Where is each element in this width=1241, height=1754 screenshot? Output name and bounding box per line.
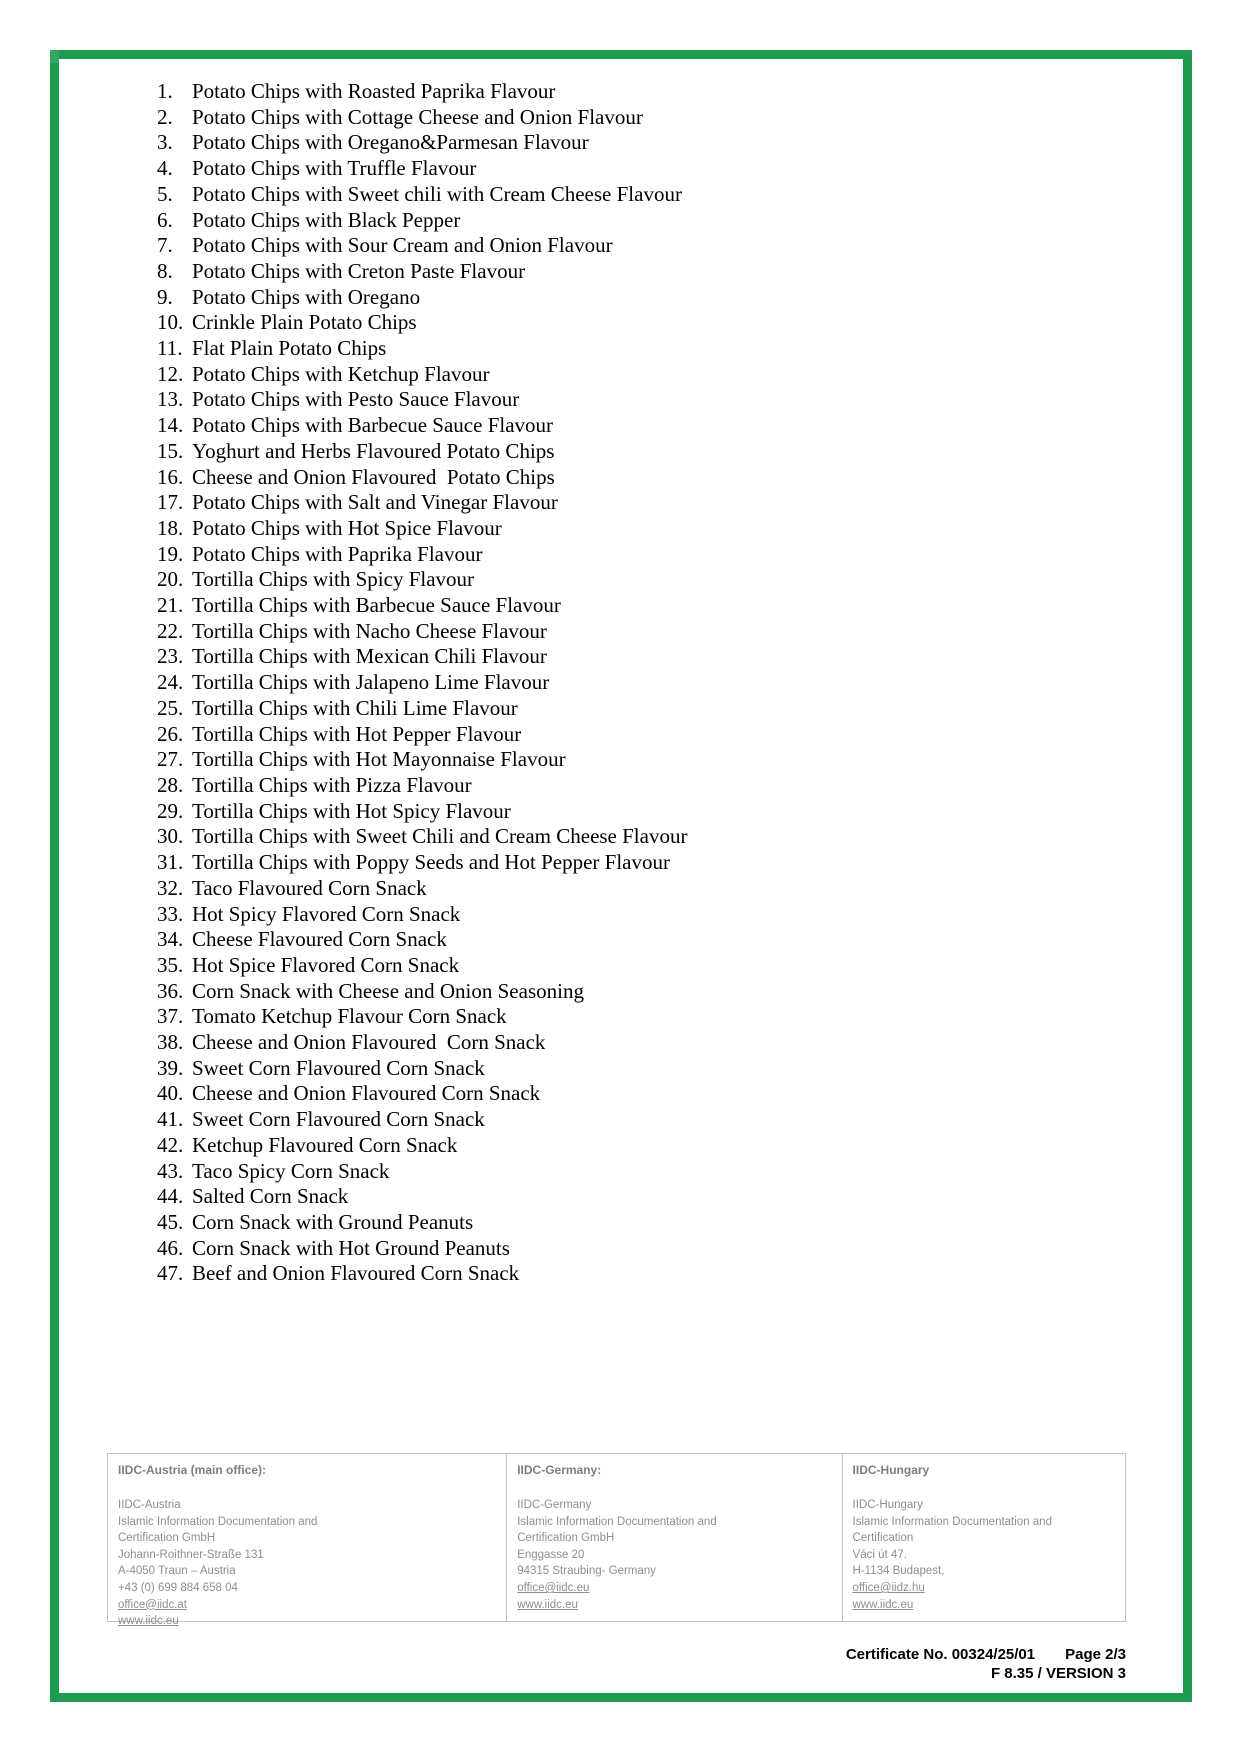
- list-item: [157, 799, 1107, 825]
- list-item: [157, 722, 1107, 748]
- list-item: [157, 1159, 1107, 1185]
- list-item: [157, 336, 1107, 362]
- list-item: [157, 876, 1107, 902]
- item-text: Potato Chips with Sour Cream and Onion Flavour: [192, 233, 613, 258]
- item-number: 17.: [157, 490, 184, 515]
- item-number: 28.: [157, 772, 184, 797]
- list-item: [157, 156, 1107, 182]
- list-item: [157, 259, 1107, 285]
- item-text: Corn Snack with Cheese and Onion Seasoning: [192, 978, 584, 1003]
- office-line: Johann-Roithner-Straße 131: [118, 1548, 264, 1561]
- item-text: Beef and Onion Flavoured Corn Snack: [192, 1261, 520, 1286]
- item-text: Potato Chips with Paprika Flavour: [192, 541, 483, 566]
- office-link[interactable]: office@iidc.at: [118, 1598, 187, 1611]
- item-text: Tortilla Chips with Poppy Seeds and Hot Pepper Flavour: [192, 850, 670, 875]
- list-item: [157, 233, 1107, 259]
- item-number: 21.: [157, 593, 184, 618]
- item-number: 25.: [157, 695, 184, 720]
- item-number: 34.: [157, 927, 184, 952]
- item-text: Salted Corn Snack: [192, 1184, 349, 1209]
- item-number: 19.: [157, 541, 184, 566]
- list-item: [157, 79, 1107, 105]
- item-number: 2.: [157, 104, 173, 129]
- office-line: IIDC-Hungary: [852, 1499, 923, 1511]
- footer-address-table: [107, 1453, 1126, 1628]
- office-line: H-1134 Budapest,: [852, 1565, 945, 1578]
- office-line: Islamic Information Documentation and: [118, 1515, 318, 1528]
- item-text: Tortilla Chips with Jalapeno Lime Flavour: [192, 670, 550, 695]
- item-text: Potato Chips with Sweet chili with Cream Cheese Flavour: [192, 181, 682, 206]
- item-number: 43.: [157, 1158, 184, 1183]
- office-line: Certification GmbH: [517, 1532, 615, 1545]
- certificate-line-1: [846, 1645, 1126, 1664]
- item-number: 44.: [157, 1184, 184, 1209]
- item-text: Tortilla Chips with Chili Lime Flavour: [192, 695, 518, 720]
- item-text: Ketchup Flavoured Corn Snack: [192, 1132, 458, 1157]
- list-item: [157, 1210, 1107, 1236]
- item-text: Corn Snack with Hot Ground Peanuts: [192, 1235, 510, 1260]
- list-item: [157, 619, 1107, 645]
- list-item: [157, 953, 1107, 979]
- list-item: [157, 1004, 1107, 1030]
- office-header: IIDC-Hungary: [852, 1463, 930, 1477]
- list-item: [157, 387, 1107, 413]
- item-number: 13.: [157, 387, 184, 412]
- item-number: 45.: [157, 1209, 184, 1234]
- item-text: Yoghurt and Herbs Flavoured Potato Chips: [192, 438, 555, 463]
- version-label: F 8.35 / VERSION 3: [990, 1665, 1126, 1682]
- office-line: A-4050 Traun – Austria: [118, 1565, 236, 1578]
- item-number: 31.: [157, 850, 184, 875]
- item-number: 35.: [157, 952, 184, 977]
- certificate-number: Certificate No. 00324/25/01: [845, 1646, 1036, 1663]
- item-number: 20.: [157, 567, 184, 592]
- list-item: [157, 542, 1107, 568]
- list-item: [157, 362, 1107, 388]
- item-text: Crinkle Plain Potato Chips: [192, 310, 417, 335]
- item-text: Potato Chips with Truffle Flavour: [192, 156, 477, 181]
- item-number: 7.: [157, 233, 173, 258]
- item-text: Tortilla Chips with Hot Mayonnaise Flavour: [192, 747, 566, 772]
- item-text: Tortilla Chips with Spicy Flavour: [192, 567, 475, 592]
- list-item: [157, 1056, 1107, 1082]
- office-lines: [853, 1497, 1115, 1613]
- item-number: 4.: [157, 156, 173, 181]
- list-item: [157, 490, 1107, 516]
- office-line: Islamic Information Documentation and: [852, 1515, 1052, 1528]
- item-number: 30.: [157, 824, 184, 849]
- office-column: [843, 1454, 1125, 1621]
- item-number: 18.: [157, 515, 184, 540]
- list-item: [157, 130, 1107, 156]
- item-text: Cheese Flavoured Corn Snack: [192, 927, 447, 952]
- office-line: Certification: [852, 1532, 914, 1545]
- item-number: 41.: [157, 1107, 184, 1132]
- item-text: Hot Spice Flavored Corn Snack: [192, 952, 460, 977]
- item-text: Taco Flavoured Corn Snack: [192, 875, 427, 900]
- item-number: 10.: [157, 310, 184, 335]
- list-item: [157, 1081, 1107, 1107]
- list-item: [157, 1261, 1107, 1287]
- list-item: [157, 696, 1107, 722]
- item-number: 24.: [157, 670, 184, 695]
- item-text: Cheese and Onion Flavoured Potato Chips: [192, 464, 555, 489]
- item-number: 46.: [157, 1235, 184, 1260]
- office-link[interactable]: office@iidz.hu: [852, 1581, 925, 1594]
- item-text: Potato Chips with Oregano: [192, 284, 421, 309]
- item-text: Sweet Corn Flavoured Corn Snack: [192, 1107, 485, 1132]
- list-item: [157, 208, 1107, 234]
- item-number: 32.: [157, 875, 184, 900]
- item-text: Corn Snack with Ground Peanuts: [192, 1209, 474, 1234]
- item-number: 15.: [157, 438, 184, 463]
- item-number: 12.: [157, 361, 184, 386]
- item-text: Potato Chips with Black Pepper: [192, 207, 461, 232]
- item-text: Potato Chips with Creton Paste Flavour: [192, 258, 526, 283]
- office-link[interactable]: www.iidc.eu: [118, 1615, 179, 1628]
- list-item: [157, 644, 1107, 670]
- item-number: 47.: [157, 1261, 184, 1286]
- item-text: Tortilla Chips with Mexican Chili Flavour: [192, 644, 547, 669]
- item-text: Sweet Corn Flavoured Corn Snack: [192, 1055, 485, 1080]
- list-item: [157, 1184, 1107, 1210]
- office-line: +43 (0) 699 884 658 04: [118, 1581, 238, 1594]
- item-number: 11.: [157, 336, 183, 361]
- page-indicator: Page 2/3: [1065, 1646, 1126, 1663]
- item-number: 38.: [157, 1030, 184, 1055]
- list-item: [157, 465, 1107, 491]
- office-line: IIDC-Austria: [118, 1499, 181, 1511]
- item-text: Potato Chips with Ketchup Flavour: [192, 361, 490, 386]
- item-text: Tortilla Chips with Pizza Flavour: [192, 772, 472, 797]
- item-text: Taco Spicy Corn Snack: [192, 1158, 390, 1183]
- list-item: [157, 105, 1107, 131]
- item-text: Potato Chips with Cottage Cheese and Onion Flavour: [192, 104, 643, 129]
- list-item: [157, 670, 1107, 696]
- list-item: [157, 439, 1107, 465]
- item-number: 26.: [157, 721, 184, 746]
- office-line: IIDC-Germany: [517, 1499, 592, 1511]
- border-corner-artifact: [50, 50, 59, 63]
- item-text: Cheese and Onion Flavoured Corn Snack: [192, 1030, 546, 1055]
- list-item: [157, 593, 1107, 619]
- item-text: Potato Chips with Pesto Sauce Flavour: [192, 387, 520, 412]
- item-text: Potato Chips with Barbecue Sauce Flavour: [192, 413, 554, 438]
- list-item: [157, 850, 1107, 876]
- office-header: IIDC-Austria (main office):: [118, 1463, 267, 1477]
- office-link[interactable]: www.iidc.eu: [517, 1598, 578, 1611]
- office-line: Enggasse 20: [517, 1548, 585, 1561]
- item-number: 3.: [157, 130, 173, 155]
- list-item: [157, 902, 1107, 928]
- item-text: Potato Chips with Salt and Vinegar Flavour: [192, 490, 558, 515]
- item-number: 33.: [157, 901, 184, 926]
- item-text: Potato Chips with Roasted Paprika Flavour: [192, 79, 556, 103]
- item-number: 37.: [157, 1004, 184, 1029]
- list-item: [157, 413, 1107, 439]
- list-item: [157, 1107, 1107, 1133]
- item-number: 1.: [157, 79, 173, 103]
- list-item: [157, 310, 1107, 336]
- item-number: 42.: [157, 1132, 184, 1157]
- item-number: 27.: [157, 747, 184, 772]
- certificate-block: [846, 1645, 1126, 1683]
- office-line: Váci út 47.: [852, 1548, 907, 1561]
- item-number: 16.: [157, 464, 184, 489]
- item-number: 40.: [157, 1081, 184, 1106]
- office-line: 94315 Straubing- Germany: [517, 1565, 656, 1578]
- office-lines: [118, 1497, 496, 1630]
- list-item: [157, 567, 1107, 593]
- office-line: Certification GmbH: [118, 1532, 216, 1545]
- office-link[interactable]: office@iidc.eu: [517, 1581, 590, 1594]
- item-text: Tortilla Chips with Sweet Chili and Cream Cheese Flavour: [192, 824, 688, 849]
- item-text: Tortilla Chips with Barbecue Sauce Flavour: [192, 593, 561, 618]
- list-item: [157, 927, 1107, 953]
- item-number: 6.: [157, 207, 173, 232]
- list-item: [157, 979, 1107, 1005]
- office-header: IIDC-Germany:: [517, 1463, 602, 1477]
- list-item: [157, 1030, 1107, 1056]
- list-item: [157, 747, 1107, 773]
- item-number: 5.: [157, 181, 173, 206]
- item-number: 29.: [157, 798, 184, 823]
- item-number: 23.: [157, 644, 184, 669]
- list-item: [157, 285, 1107, 311]
- item-number: 14.: [157, 413, 184, 438]
- office-link[interactable]: www.iidc.eu: [852, 1598, 914, 1611]
- item-text: Hot Spicy Flavored Corn Snack: [192, 901, 461, 926]
- list-item: [157, 182, 1107, 208]
- item-number: 36.: [157, 978, 184, 1003]
- office-column: [108, 1454, 507, 1628]
- product-list: [157, 79, 1107, 1287]
- list-item: [157, 516, 1107, 542]
- office-column: [507, 1454, 842, 1621]
- office-line: Islamic Information Documentation and: [517, 1515, 717, 1528]
- item-text: Tortilla Chips with Nacho Cheese Flavour: [192, 618, 547, 643]
- list-item: [157, 1236, 1107, 1262]
- item-text: Tomato Ketchup Flavour Corn Snack: [192, 1004, 507, 1029]
- list-item: [157, 1133, 1107, 1159]
- item-number: 22.: [157, 618, 184, 643]
- item-text: Cheese and Onion Flavoured Corn Snack: [192, 1081, 541, 1106]
- item-number: 39.: [157, 1055, 184, 1080]
- list-item: [157, 824, 1107, 850]
- item-text: Potato Chips with Hot Spice Flavour: [192, 515, 502, 540]
- item-number: 9.: [157, 284, 173, 309]
- office-lines: [517, 1497, 831, 1613]
- item-number: 8.: [157, 258, 173, 283]
- item-text: Potato Chips with Oregano&Parmesan Flavour: [192, 130, 589, 155]
- item-text: Flat Plain Potato Chips: [192, 336, 387, 361]
- item-text: Tortilla Chips with Hot Spicy Flavour: [192, 798, 511, 823]
- list-item: [157, 773, 1107, 799]
- item-text: Tortilla Chips with Hot Pepper Flavour: [192, 721, 522, 746]
